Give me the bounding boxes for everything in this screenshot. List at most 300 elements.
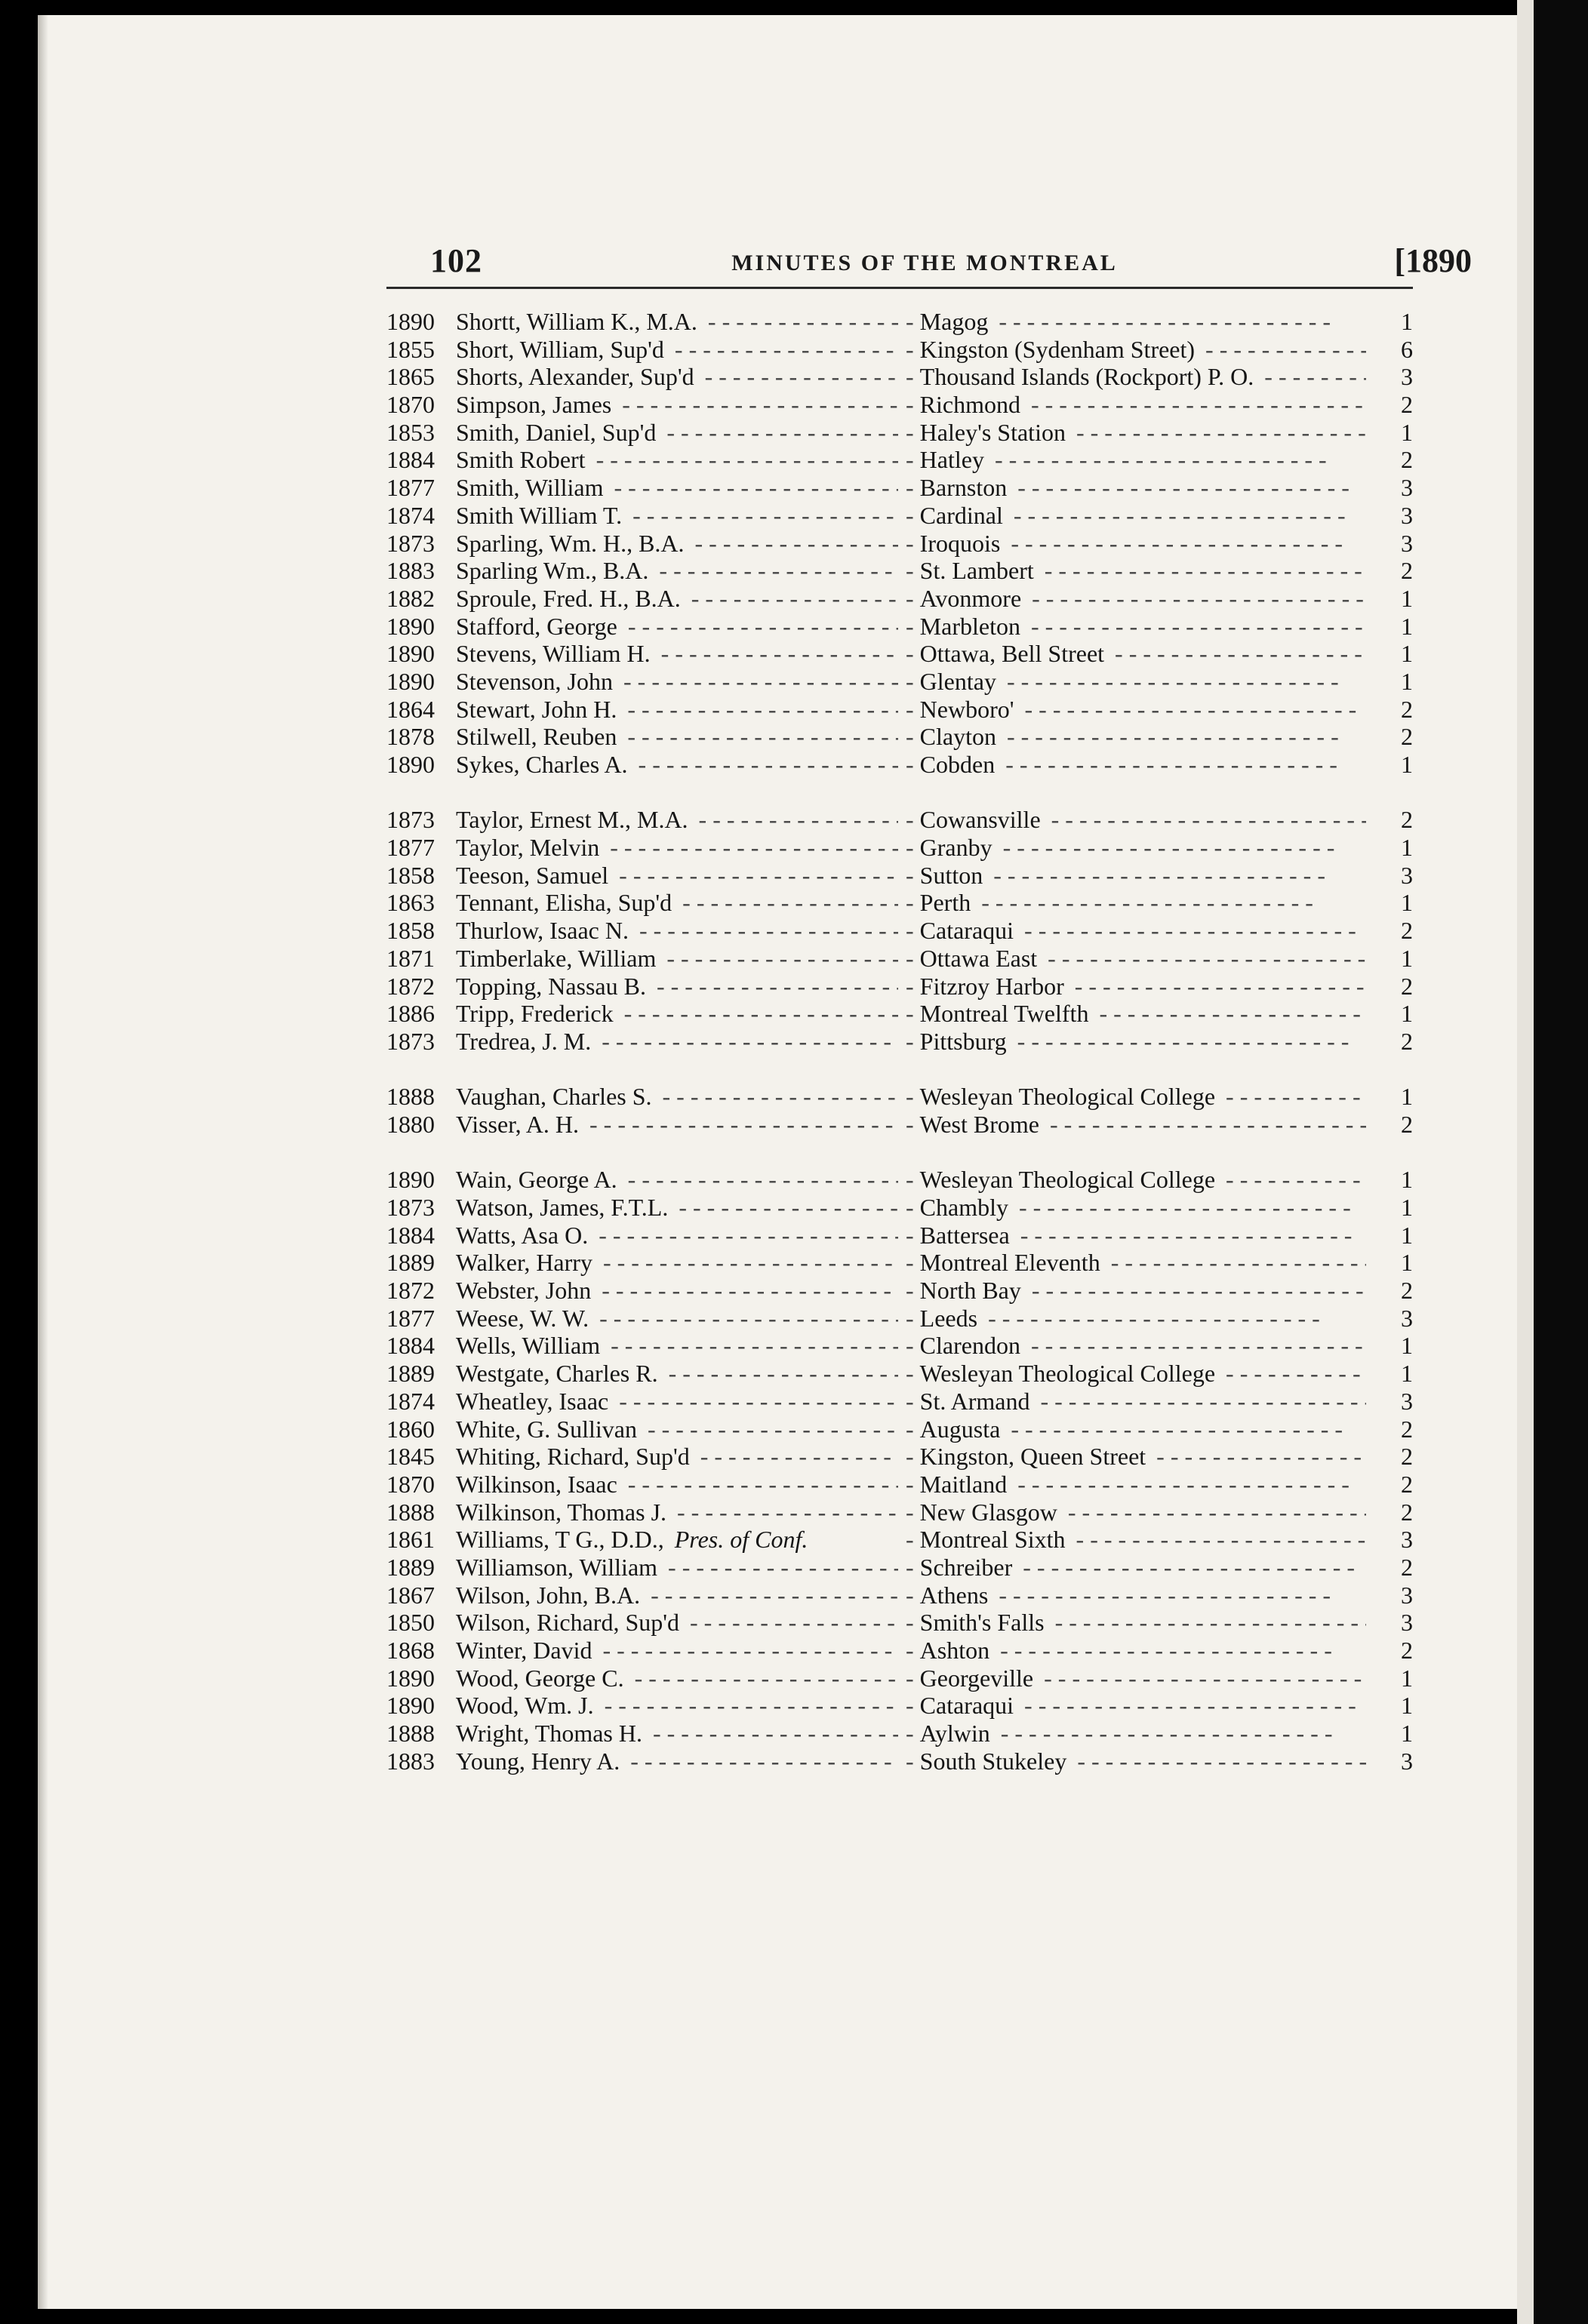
entry-name-text: Tennant, Elisha, Sup'd [456,889,676,916]
entry-station [906,1277,1366,1305]
entry-name-text: Visser, A. H. [456,1111,583,1138]
list-item [386,1083,1413,1111]
entry-year: 1858 [386,861,435,889]
entry-years-count: 2 [1401,1553,1413,1581]
entry-name [456,862,898,890]
entry-year: 1889 [386,1249,435,1277]
list-item [386,1028,1413,1056]
entry-station [906,1665,1366,1692]
list-item [386,834,1413,862]
list-item [386,1360,1413,1388]
entry-name-text: Taylor, Ernest M., M.A. [456,806,693,833]
entry-years-count: 2 [1401,446,1413,474]
entry-station-text: North Bay [920,1277,1026,1304]
list-item [386,502,1413,530]
entry-years-count: 1 [1401,1332,1413,1360]
entry-name-text: Topping, Nassau B. [456,973,651,1000]
entry-station-text: Montreal Eleventh [920,1249,1105,1276]
entry-year: 1871 [386,944,435,972]
list-item [386,557,1413,585]
entry-station-text: Sutton [920,862,988,889]
entry-year: 1882 [386,584,435,612]
entry-year: 1870 [386,391,435,419]
entry-years-count: 3 [1401,1304,1413,1332]
minister-list [386,308,1413,1775]
list-item [386,723,1413,751]
entry-name-text: Simpson, James [456,391,616,418]
entry-year: 1883 [386,557,435,585]
entry-station-text: South Stukeley [920,1748,1072,1775]
entry-name [456,1720,898,1748]
entry-name-text: Smith, Daniel, Sup'd [456,419,660,446]
entry-station [906,1166,1366,1194]
entry-station [906,585,1366,613]
entry-years-count: 1 [1401,1664,1413,1692]
entry-years-count: 3 [1401,501,1413,529]
entry-year: 1860 [386,1415,435,1443]
entry-years-count: 1 [1401,584,1413,612]
list-item [386,1416,1413,1443]
entry-name-text: Whiting, Richard, Sup'd [456,1443,694,1470]
entry-year: 1874 [386,1387,435,1415]
entry-station [906,1471,1366,1499]
entry-name [456,1416,898,1443]
entry-name [456,1222,898,1250]
entry-name [456,585,898,613]
entry-years-count: 2 [1401,1415,1413,1443]
entry-year: 1890 [386,751,435,778]
entry-years-count: 2 [1401,1498,1413,1526]
entry-station-text: Athens [920,1582,993,1609]
entry-station [906,945,1366,973]
entry-name-text: Wilson, Richard, Sup'd [456,1609,684,1636]
list-item [386,1609,1413,1637]
entry-station-text: Cobden [920,751,1000,778]
entry-station-text: St. Lambert [920,557,1039,584]
list-item [386,1332,1413,1360]
entry-name [456,391,898,419]
entry-station [906,917,1366,945]
entry-station [906,1111,1366,1139]
entry-years-count: 1 [1401,612,1413,640]
entry-name [456,1388,898,1416]
list-item [386,1499,1413,1526]
entry-year: 1889 [386,1360,435,1388]
entry-station-text: Newboro' [920,696,1019,723]
entry-station-text: Ashton [920,1637,994,1664]
list-item [386,973,1413,1001]
entry-name-text: Tredrea, J. M. [456,1028,596,1055]
list-item [386,751,1413,779]
entry-name-text: Stafford, George [456,613,622,640]
entry-years-count: 2 [1401,1277,1413,1305]
entry-station [906,1388,1366,1416]
group-separator [386,779,1413,807]
entry-year: 1889 [386,1553,435,1581]
entry-station-text: Fitzroy Harbor [920,973,1069,1000]
entry-station [906,1305,1366,1333]
entry-years-count: 1 [1401,1194,1413,1221]
entry-years-count: 1 [1401,1221,1413,1249]
entry-year: 1890 [386,1166,435,1194]
entry-name [456,1554,898,1582]
entry-name-text: Weese, W. W. [456,1305,593,1332]
entry-station-text: Montreal Sixth [920,1526,1070,1553]
entry-year: 1850 [386,1609,435,1637]
entry-station [906,502,1366,530]
list-item [386,1000,1413,1028]
entry-station [906,1194,1366,1222]
entry-station [906,668,1366,696]
entry-station [906,973,1366,1001]
entry-years-count: 1 [1401,834,1413,862]
entry-station-text: Granby [920,834,997,861]
entry-year: 1874 [386,501,435,529]
entry-station [906,751,1366,779]
entry-station [906,474,1366,502]
entry-year: 1864 [386,695,435,723]
entry-station [906,834,1366,862]
entry-year: 1863 [386,889,435,917]
entry-year: 1873 [386,806,435,834]
entry-years-count: 1 [1401,1692,1413,1720]
entry-year: 1865 [386,363,435,391]
entry-name-text: Watts, Asa O. [456,1222,592,1249]
list-item [386,336,1413,364]
entry-name-text: Shorts, Alexander, Sup'd [456,363,699,390]
entry-name [456,502,898,530]
list-item [386,446,1413,474]
entry-name-text: Williams, T G., D.D., [456,1526,669,1553]
entry-station [906,1582,1366,1609]
entry-year: 1858 [386,917,435,945]
list-item [386,1720,1413,1748]
entry-name-text: Young, Henry A. [456,1748,624,1775]
entry-name [456,834,898,862]
entry-years-count: 1 [1401,1083,1413,1111]
entry-name-text: Sykes, Charles A. [456,751,632,778]
entry-station [906,391,1366,419]
list-item [386,806,1413,834]
entry-name-text: Wood, George C. [456,1665,629,1692]
list-item [386,474,1413,502]
entry-station [906,1332,1366,1360]
entry-name-text: Smith, William [456,474,608,501]
entry-station [906,308,1366,336]
entry-name [456,668,898,696]
entry-name-text: Stewart, John H. [456,696,621,723]
entry-year: 1888 [386,1498,435,1526]
entry-station [906,557,1366,585]
entry-name [456,1499,898,1526]
entry-name-text: Smith Robert [456,446,590,473]
entry-station-text: Maitland [920,1471,1012,1498]
running-title: MINUTES OF THE MONTREAL [731,251,1118,275]
entry-station [906,1554,1366,1582]
entry-name-text: Wain, George A. [456,1166,622,1193]
list-item [386,363,1413,391]
entry-station [906,1028,1366,1056]
facing-page-edge [1517,0,1534,2324]
entry-station [906,889,1366,917]
group-separator [386,1139,1413,1167]
entry-name-text: Shortt, William K., M.A. [456,308,702,335]
entry-name-text: Sparling, Wm. H., B.A. [456,530,689,557]
entry-name-text: Timberlake, William [456,945,660,972]
entry-year: 1845 [386,1443,435,1471]
list-item [386,917,1413,945]
entry-name-text: Short, William, Sup'd [456,336,669,363]
list-item [386,1692,1413,1720]
entry-name-text: Teeson, Samuel [456,862,613,889]
entry-year: 1890 [386,612,435,640]
entry-year: 1867 [386,1581,435,1609]
list-item [386,1194,1413,1222]
entry-year: 1884 [386,1221,435,1249]
entry-years-count: 2 [1401,1110,1413,1138]
entry-station [906,723,1366,751]
entry-name [456,889,898,917]
entry-name [456,1637,898,1665]
entry-station-text: Haley's Station [920,419,1070,446]
entry-name-text: Webster, John [456,1277,596,1304]
entry-station-text: Magog [920,308,993,335]
list-item [386,530,1413,558]
list-item [386,1166,1413,1194]
entry-station-text: Wesleyan Theological College [920,1083,1220,1110]
entry-station-text: Augusta [920,1416,1005,1443]
entry-years-count: 2 [1401,557,1413,585]
entry-year: 1870 [386,1470,435,1498]
entry-years-count: 6 [1401,335,1413,363]
entry-years-count: 1 [1401,640,1413,668]
entry-station-text: Clarendon [920,1332,1025,1359]
entry-station [906,806,1366,834]
list-item [386,1554,1413,1582]
list-item [386,1526,1413,1554]
entry-year: 1868 [386,1637,435,1664]
entry-year: 1888 [386,1720,435,1748]
entry-station-text: Montreal Twelfth [920,1000,1094,1027]
entry-station-text: New Glasgow [920,1499,1062,1526]
entry-year: 1861 [386,1526,435,1554]
entry-name [456,1194,898,1222]
list-item [386,945,1413,973]
entry-years-count: 3 [1401,1609,1413,1637]
entry-year: 1886 [386,1000,435,1028]
entry-station-text: Pittsburg [920,1028,1011,1055]
list-item [386,1637,1413,1665]
entry-name [456,751,898,779]
entry-name-text: Wilson, John, B.A. [456,1582,645,1609]
entry-name-text: Thurlow, Isaac N. [456,917,633,944]
entry-station-text: Iroquois [920,530,1005,557]
entry-station-text: Cataraqui [920,917,1018,944]
entry-station-text: Kingston, Queen Street [920,1443,1151,1470]
entry-station [906,862,1366,890]
entry-years-count: 1 [1401,944,1413,972]
entry-name [456,613,898,641]
entry-year: 1853 [386,418,435,446]
entry-station-text: Kingston (Sydenham Street) [920,336,1199,363]
entry-years-count: 2 [1401,1637,1413,1664]
entry-station-text: Thousand Islands (Rockport) P. O. [920,363,1259,390]
list-item [386,1443,1413,1471]
entry-station-text: Perth [920,889,976,916]
entry-years-count: 3 [1401,1747,1413,1775]
entry-name [456,1360,898,1388]
entry-name-text: Tripp, Frederick [456,1000,618,1027]
entry-name [456,945,898,973]
list-item [386,1471,1413,1499]
entry-name [456,1332,898,1360]
entry-years-count: 2 [1401,1470,1413,1498]
entry-station-text: Wesleyan Theological College [920,1360,1220,1387]
entry-years-count: 1 [1401,1166,1413,1194]
entry-station-text: West Brome [920,1111,1044,1138]
entry-year: 1872 [386,1277,435,1305]
entry-station [906,336,1366,364]
list-item [386,1748,1413,1775]
entry-station-text: Schreiber [920,1554,1017,1581]
entry-station [906,613,1366,641]
entry-name [456,1471,898,1499]
entry-station-text: Hatley [920,446,989,473]
entry-name-text: White, G. Sullivan [456,1416,642,1443]
entry-station-text: Ottawa, Bell Street [920,640,1109,667]
entry-name [456,557,898,585]
entry-name-text: Sparling Wm., B.A. [456,557,653,584]
list-item [386,1388,1413,1416]
entry-year: 1890 [386,1664,435,1692]
entry-years-count: 1 [1401,889,1413,917]
entry-station-text: Chambly [920,1194,1013,1221]
entry-station [906,640,1366,668]
entry-station [906,1526,1366,1554]
entry-years-count: 1 [1401,1360,1413,1388]
entry-station-text: Smith's Falls [920,1609,1049,1636]
entry-name-text: Wilkinson, Thomas J. [456,1499,671,1526]
entry-name-text: Watson, James, F.T.L. [456,1194,672,1221]
entry-year: 1877 [386,834,435,862]
entry-years-count: 3 [1401,861,1413,889]
list-item [386,1582,1413,1609]
list-item [386,308,1413,336]
entry-years-count: 2 [1401,391,1413,419]
list-item [386,419,1413,447]
entry-name [456,474,898,502]
entry-station-text: Barnston [920,474,1012,501]
list-item [386,862,1413,890]
entry-years-count: 1 [1401,418,1413,446]
entry-years-count: 2 [1401,695,1413,723]
entry-name [456,1582,898,1609]
entry-station [906,1720,1366,1748]
entry-year: 1877 [386,474,435,502]
entry-name [456,1083,898,1111]
entry-name-text: Taylor, Melvin [456,834,604,861]
entry-name-text: Stevenson, John [456,668,617,695]
entry-name [456,308,898,336]
entry-station-text: Cowansville [920,806,1045,833]
entry-name [456,363,898,391]
entry-year: 1884 [386,446,435,474]
entry-year: 1890 [386,1692,435,1720]
entry-year: 1884 [386,1332,435,1360]
entry-station [906,1360,1366,1388]
list-item [386,1111,1413,1139]
entry-name [456,723,898,751]
header-year: [1890 [1394,242,1472,279]
entry-year: 1890 [386,640,435,668]
entry-years-count: 3 [1401,1526,1413,1554]
entry-name [456,1692,898,1720]
entry-name-text: Wilkinson, Isaac [456,1471,622,1498]
entry-name [456,1748,898,1775]
entry-station [906,1692,1366,1720]
entry-year: 1880 [386,1110,435,1138]
entry-year: 1888 [386,1083,435,1111]
entry-name [456,1249,898,1277]
entry-station [906,363,1366,391]
entry-name-text: Sproule, Fred. H., B.A. [456,585,685,612]
entry-station-text: St. Armand [920,1388,1035,1415]
entry-year: 1877 [386,1304,435,1332]
entry-station [906,1222,1366,1250]
entry-years-count: 1 [1401,1720,1413,1748]
entry-name [456,973,898,1001]
entry-year: 1855 [386,335,435,363]
entry-years-count: 3 [1401,1387,1413,1415]
entry-name [456,446,898,474]
entry-name [456,1305,898,1333]
entry-station-text: Georgeville [920,1665,1038,1692]
list-item [386,640,1413,668]
entry-station [906,1499,1366,1526]
entry-years-count: 1 [1401,1000,1413,1028]
entry-name-text: Westgate, Charles R. [456,1360,663,1387]
entry-station [906,1249,1366,1277]
entry-name-text: Wood, Wm. J. [456,1692,599,1719]
entry-station-text: Glentay [920,668,1001,695]
entry-name-text: Smith William T. [456,502,626,529]
entry-years-count: 1 [1401,751,1413,778]
entry-name [456,419,898,447]
entry-name [456,336,898,364]
entry-name-text: Wright, Thomas H. [456,1720,647,1747]
entry-name [456,917,898,945]
entry-station [906,446,1366,474]
entry-station-text: Aylwin [920,1720,995,1747]
entry-station-text: Richmond [920,391,1025,418]
entry-station-text: Battersea [920,1222,1014,1249]
entry-station [906,1083,1366,1111]
entry-years-count: 1 [1401,308,1413,335]
entry-station [906,696,1366,724]
list-item [386,696,1413,724]
entry-name [456,1443,898,1471]
entry-station [906,1637,1366,1665]
scan-border [1534,0,1588,2324]
list-item [386,1222,1413,1250]
entry-name-text: Walker, Harry [456,1249,597,1276]
entry-years-count: 2 [1401,806,1413,834]
entry-station [906,1000,1366,1028]
entry-station-text: Clayton [920,723,1001,750]
entry-name [456,1526,898,1554]
entry-station [906,419,1366,447]
entry-station-text: Cardinal [920,502,1008,529]
